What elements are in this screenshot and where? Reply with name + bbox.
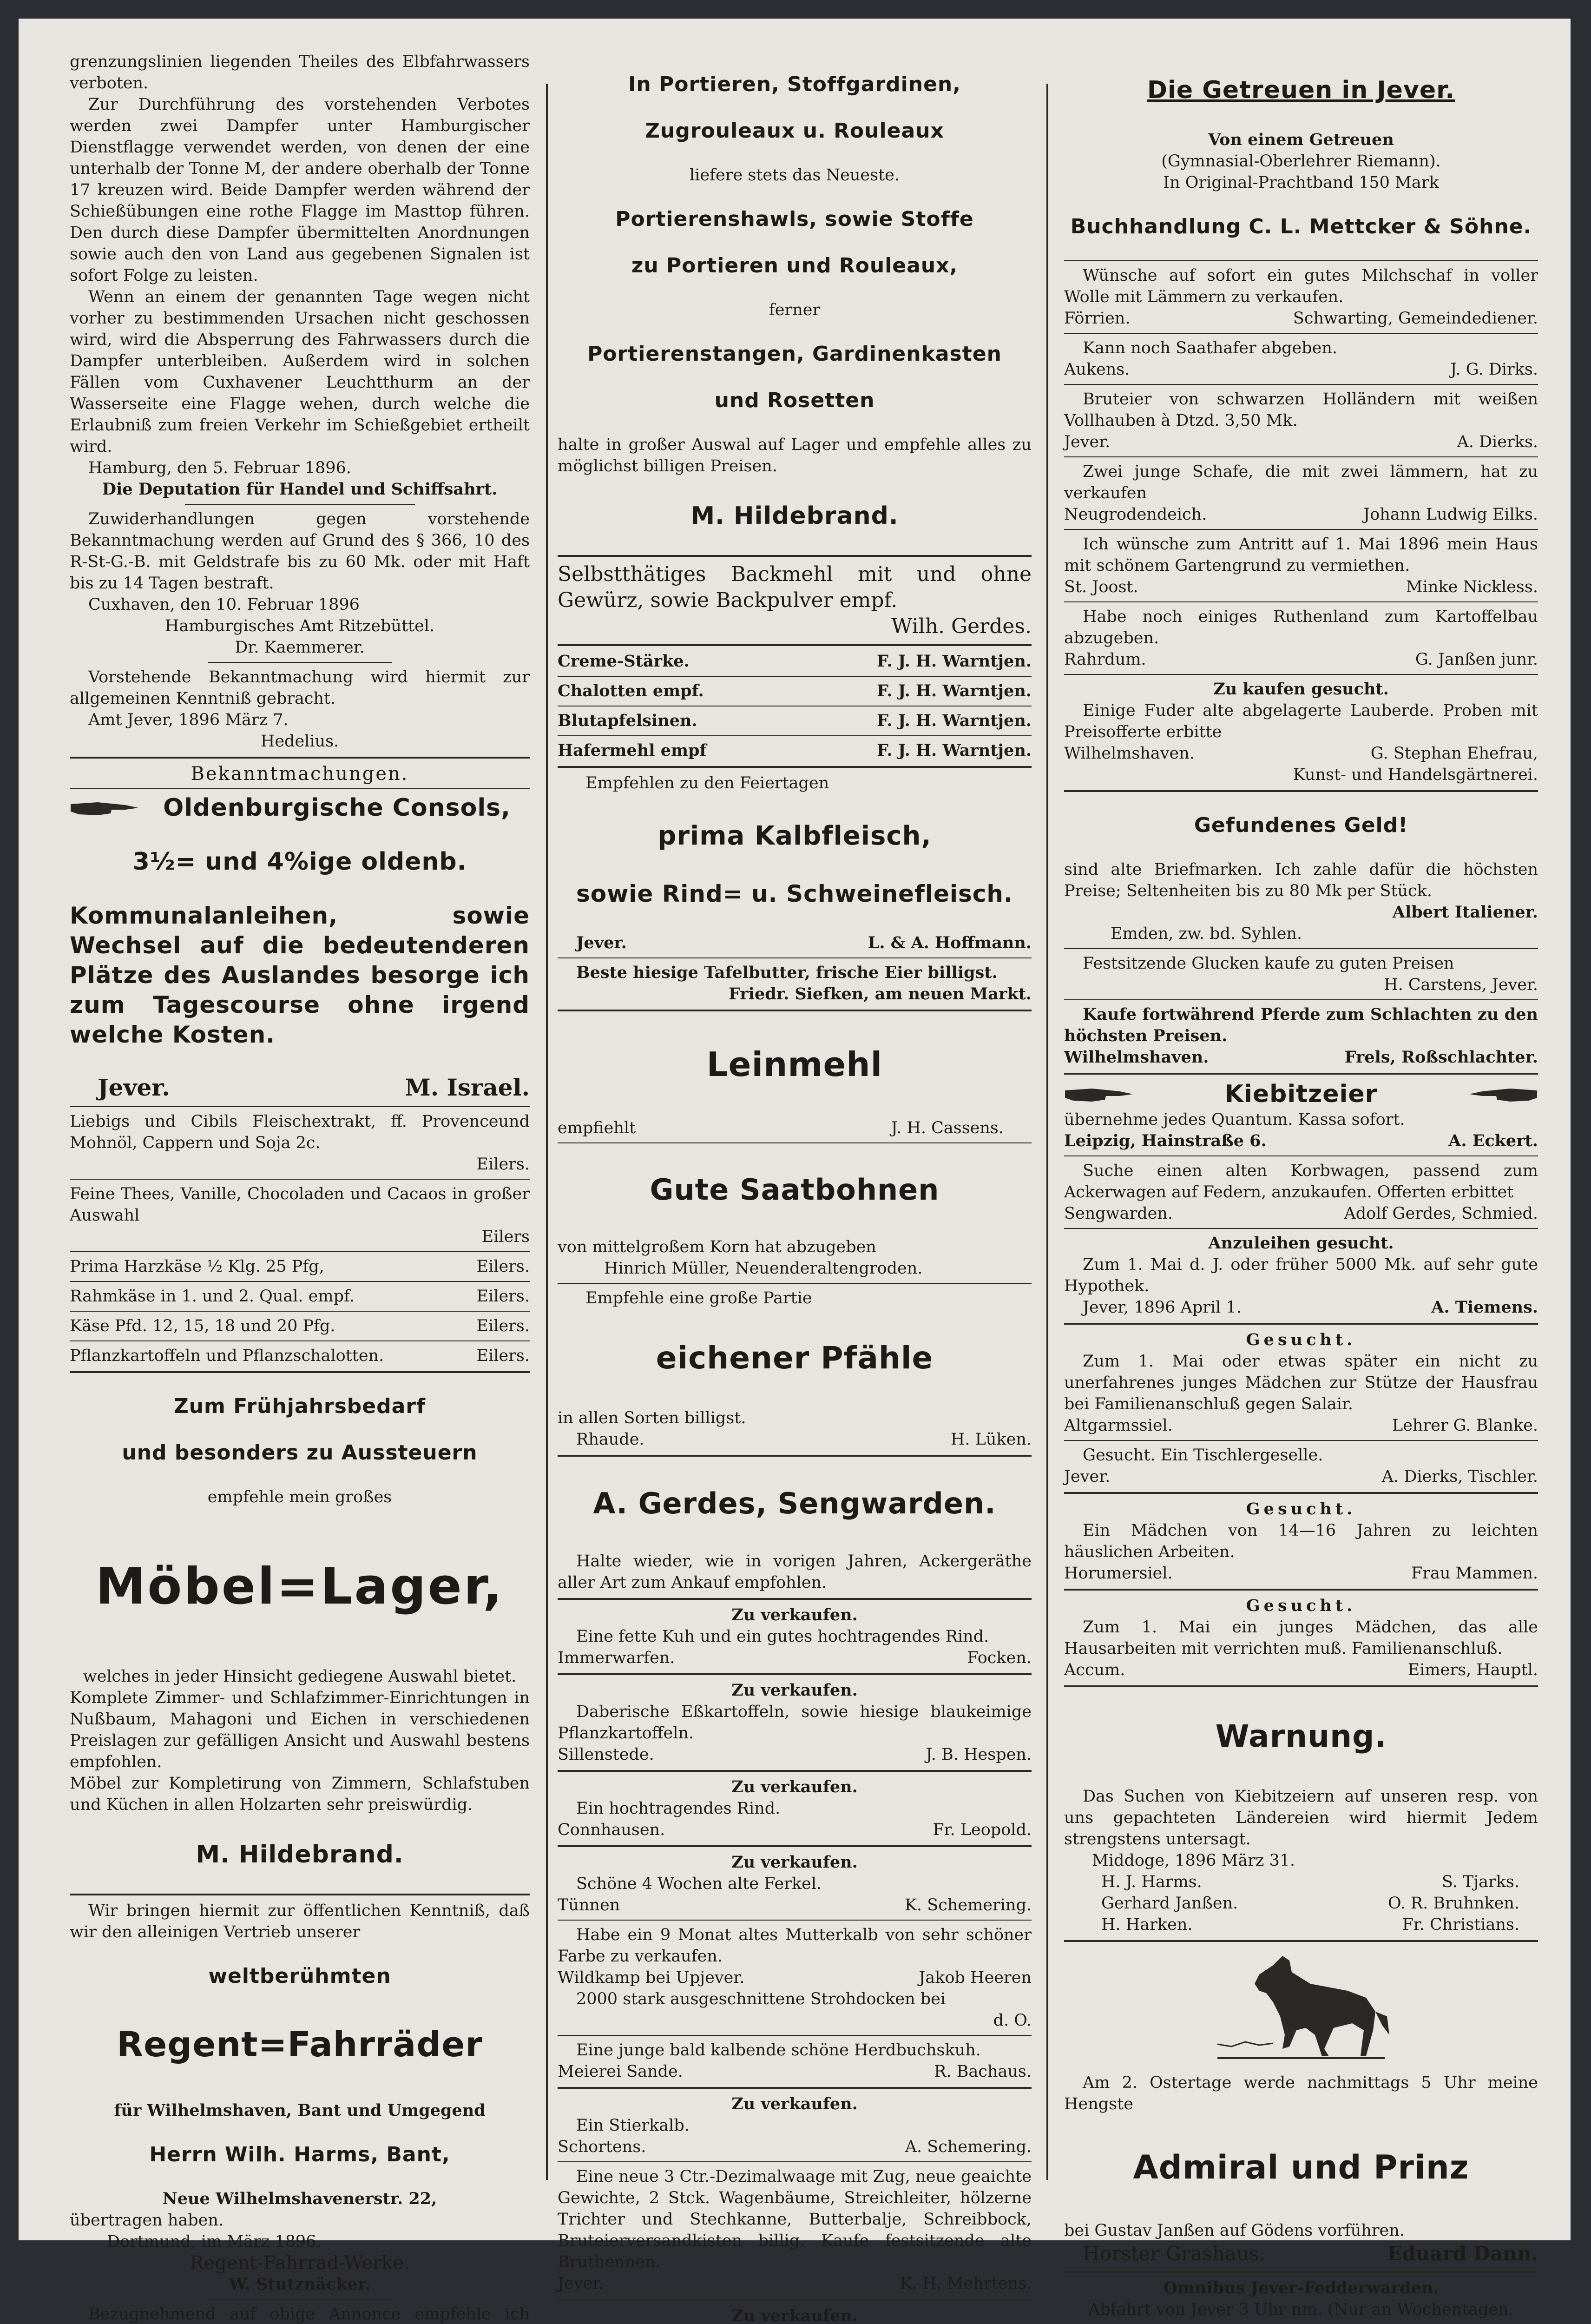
ad-signature: F. J. H. Warntjen.	[877, 652, 1032, 671]
ad-place: Meierei Sande.	[558, 2062, 683, 2081]
section-heading: Zu verkaufen.	[731, 1777, 858, 1796]
column-left	[70, 51, 530, 2324]
ad-signature: Kunst- und Handelsgärtnerei.	[1293, 766, 1538, 784]
column-middle	[558, 51, 1032, 2324]
ad-signature: Wilh. Gerdes.	[891, 614, 1032, 638]
ad-place: Horster Grashaus.	[1083, 2242, 1265, 2265]
ad-text: Bruteier von schwarzen Holländern mit weißen Vollhauben à Dtzd. 3,50 Mk.	[1064, 390, 1538, 430]
ad-headline: Zum Frühjahrsbedarf	[173, 1394, 426, 1418]
ad-signature: Gerhard Janßen.	[1101, 1894, 1238, 1913]
ad-signature: Fr. Christians.	[1402, 1915, 1519, 1934]
ad-text: Kann noch Saathafer abgeben.	[1083, 339, 1337, 357]
ad-text: ferner	[769, 301, 821, 319]
ad-text: Creme-Stärke.	[558, 652, 690, 671]
ad-text: Selbstthätiges Backmehl mit und ohne Gewürz, sowie Backpulver empf.	[558, 562, 1032, 612]
ad-text: Festsitzende Glucken kaufe zu guten Preisen	[1083, 954, 1454, 973]
ad-signature: Eilers.	[476, 1155, 530, 1174]
ad-signature: Hinrich Müller, Neuenderaltengroden.	[604, 1259, 923, 1278]
ad-text: In Original-Prachtband 150 Mark	[1163, 173, 1439, 192]
notice-text: Zur Durchführung des vorstehenden Verbotes werden zwei Dampfer unter Hamburgischer Dienstflagge verwendet werden, von denen der eine unterhalb der Tonne M, der andere oberhalb der Tonne 17 kreuzen wird. Beide Dampfer werden während der Schießübungen eine rothe Flagge im Masttop führen. Den durch diese Dampfer übermittelten Anordnungen sowie auch den von Land aus gegebenen Signalen ist sofort Folge zu leisten.	[70, 95, 530, 285]
ad-place: Horumersiel.	[1064, 1564, 1173, 1583]
ad-signature: K. H. Mehrtens.	[900, 2274, 1032, 2293]
ad-signature: L. & A. Hoffmann.	[868, 933, 1032, 952]
ad-signature: J. B. Hespen.	[926, 1745, 1032, 1764]
ad-date: Dortmund, im März 1896.	[107, 2232, 322, 2251]
ad-signature: K. Schemering.	[904, 1896, 1032, 1915]
pointing-hand-icon	[1064, 1084, 1134, 1104]
ad-text: Rahmkäse in 1. und 2. Qual. empf.	[70, 1287, 355, 1306]
ad-signature: Albert Italiener.	[1392, 903, 1538, 922]
ad-signature: J. G. Dirks.	[1450, 360, 1538, 379]
ad-text: Prima Harzkäse ½ Klg. 25 Pfg,	[70, 1257, 324, 1276]
ad-signature: Eimers, Hauptl.	[1407, 1661, 1538, 1679]
ad-text: für Wilhelmshaven, Bant und Umgegend	[114, 2101, 486, 2120]
ad-signature: A. Dierks.	[1457, 433, 1538, 451]
notice-signature: Dr. Kaemmerer.	[235, 638, 365, 657]
ad-place: Jever.	[1064, 1467, 1111, 1486]
ad-text: Eine neue 3 Ctr.-Dezimalwaage mit Zug, neue geaichte Gewichte, 2 Stck. Wagenbäume, Streichleiter, hölzerne Trichter und Stechkanne, Butterbalje, Schreibbock, Bruteierversandkisten billig. Kaufe festsitzende alte Bruthennen.	[558, 2167, 1032, 2271]
ad-text: Neue Wilhelmshavenerstr. 22,	[162, 2189, 437, 2208]
ad-text: Kommunalanleihen, sowie Wechsel auf die bedeutenderen Plätze des Auslandes besorge ich zum Tagescourse ohne irgend welche Kosten.	[70, 902, 530, 1048]
ad-place: St. Joost.	[1064, 578, 1138, 596]
ad-place: Sillenstede.	[558, 1745, 654, 1764]
ad-text: übernehme jedes Quantum. Kassa sofort.	[1064, 1110, 1405, 1129]
section-heading: Zu verkaufen.	[731, 1853, 858, 1872]
ad-signature: Minke Nickless.	[1406, 578, 1538, 596]
ad-title: Regent=Fahrräder	[117, 2025, 483, 2065]
ad-text: Kaufe fortwährend Pferde zum Schlachten zu den höchsten Preisen.	[1064, 1005, 1538, 1045]
ad-text: Komplete Zimmer- und Schlafzimmer-Einrichtungen in Nußbaum, Mahagoni und Eichen in verschiedenen Preislagen zur gefälligen Ansicht und Auswahl bestens empfohlen.	[70, 1689, 530, 1771]
ad-text: Feine Thees, Vanille, Chocoladen und Cacaos in großer Auswahl	[70, 1185, 530, 1225]
ad-headline: In Portieren, Stoffgardinen,	[628, 73, 961, 96]
ad-text: übertragen haben.	[70, 2211, 224, 2230]
ad-headline: Portierenstangen, Gardinenkasten	[587, 342, 1002, 366]
section-heading: Zu kaufen gesucht.	[1213, 680, 1389, 699]
ad-signature: Regent-Fahrrad-Werke.	[190, 2252, 410, 2274]
ad-title: Warnung.	[1215, 1718, 1387, 1754]
ad-signature: Focken.	[967, 1649, 1032, 1667]
ad-title: eichener Pfähle	[656, 1340, 934, 1376]
ad-signature: d. O.	[993, 2011, 1032, 2030]
notice-text: grenzungslinien liegenden Theiles des Elbfahrwassers verboten.	[70, 53, 530, 92]
ad-text: Käse Pfd. 12, 15, 18 und 20 Pfg.	[70, 1317, 335, 1335]
ad-text: empfiehlt	[558, 1119, 636, 1137]
ad-text: bei Gustav Janßen auf Gödens vorführen.	[1064, 2221, 1405, 2240]
ad-text: sind alte Briefmarken. Ich zahle dafür die höchsten Preise; Seltenheiten bis zu 80 Mk per Stück.	[1064, 860, 1538, 900]
ad-text: (Gymnasial-Oberlehrer Riemann).	[1161, 152, 1441, 171]
ad-place: Jever.	[1064, 433, 1111, 451]
horse-illustration	[1203, 1947, 1399, 2067]
column-rule	[1046, 84, 1048, 2180]
ad-place: Leipzig, Hainstraße 6.	[1064, 1131, 1267, 1150]
ad-headline: Herrn Wilh. Harms, Bant,	[149, 2143, 450, 2166]
ad-signature: F. J. H. Warntjen.	[877, 711, 1032, 730]
ad-headline: und Rosetten	[714, 389, 875, 412]
ad-signature: Fr. Leopold.	[933, 1821, 1032, 1839]
section-heading: Anzuleihen gesucht.	[1208, 1234, 1394, 1253]
ad-text: Halte wieder, wie in vorigen Jahren, Ackergeräthe aller Art zum Ankauf empfohlen.	[558, 1552, 1032, 1592]
ad-signature: A. Dierks, Tischler.	[1381, 1467, 1538, 1486]
ad-place: Jever, 1896 April 1.	[1083, 1298, 1242, 1317]
ad-text: Eine junge bald kalbende schöne Herdbuchskuh.	[576, 2041, 981, 2060]
ad-text: Blutapfelsinen.	[558, 711, 697, 730]
section-heading: Zu verkaufen.	[731, 2094, 858, 2113]
pointing-hand-icon	[1468, 1084, 1538, 1104]
ad-place: Sengwarden.	[1064, 1204, 1173, 1223]
ad-place: Jever.	[576, 933, 627, 952]
notice-text: Zuwiderhandlungen gegen vorstehende Bekanntmachung werden auf Grund des § 366, 10 des R-St-G.-B. mit Geldstrafe bis zu 60 Mk. oder mit Haft bis zu 14 Tagen bestraft.	[70, 510, 530, 593]
ad-signature: Jakob Heeren	[919, 1968, 1032, 1987]
ad-signature: A. Schemering.	[905, 2138, 1032, 2156]
ad-text: Einige Fuder alte abgelagerte Lauberde. Proben mit Preisofferte erbitte	[1064, 701, 1538, 741]
notice-signature: Hedelius.	[260, 732, 339, 751]
ad-headline: weltberühmten	[208, 1964, 391, 1988]
ad-place: Neugrodendeich.	[1064, 505, 1207, 524]
ad-signature: Johann Ludwig Eilks.	[1363, 505, 1538, 524]
ad-text: Ein hochtragendes Rind.	[576, 1799, 781, 1818]
ad-signature: H. Lüken.	[950, 1430, 1032, 1449]
ad-text: Liebigs und Cibils Fleischextrakt, ff. Provenceund Mohnöl, Cappern und Soja 2c.	[70, 1112, 530, 1152]
ad-signature: M. Hildebrand.	[196, 1841, 404, 1868]
ad-place: Rhaude.	[576, 1430, 644, 1449]
ad-text: 2000 stark ausgeschnittene Strohdocken bei	[576, 1990, 946, 2008]
ad-text: Habe noch einiges Ruthenland zum Kartoffelbau abzugeben.	[1064, 607, 1538, 647]
section-heading: Gesucht.	[1246, 1499, 1356, 1519]
ad-headline: Zugrouleaux u. Rouleaux	[645, 119, 944, 143]
ad-headline: 3½= und 4%ige oldenb.	[132, 848, 467, 876]
ad-headline: Portierenshawls, sowie Stoffe	[615, 207, 974, 231]
pointing-hand-icon	[70, 798, 139, 818]
ad-text: Chalotten empf.	[558, 681, 704, 700]
ad-signature: J. H. Cassens.	[891, 1119, 1004, 1137]
ad-place: Accum.	[1064, 1661, 1125, 1679]
ad-text: Zum 1. Mai ein junges Mädchen, das alle Hausarbeiten mit verrichten muß. Familienanschluß.	[1064, 1618, 1538, 1658]
notice-text: Vorstehende Bekanntmachung wird hiermit zur allgemeinen Kenntniß gebracht.	[70, 668, 530, 708]
ad-text: Gesucht. Ein Tischlergeselle.	[1083, 1446, 1323, 1465]
ad-signature: Frels, Roßschlachter.	[1344, 1048, 1538, 1067]
ad-text: von mittelgroßem Korn hat abzugeben	[558, 1238, 876, 1256]
ad-signature: F. J. H. Warntjen.	[877, 741, 1032, 760]
ad-text: Empfehle eine große Partie	[585, 1289, 812, 1307]
ad-signature: M. Israel.	[405, 1074, 530, 1101]
ad-title: A. Gerdes, Sengwarden.	[593, 1486, 996, 1520]
ad-signature: Frau Mammen.	[1411, 1564, 1538, 1583]
ad-text: empfehle mein großes	[207, 1488, 392, 1506]
ad-text: halte in großer Auswal auf Lager und empfehle alles zu möglichst billigen Preisen.	[558, 436, 1032, 475]
ad-text: Zwei junge Schafe, die mit zwei lämmern, hat zu verkaufen	[1064, 462, 1538, 502]
newspaper-page	[19, 19, 1571, 2324]
ad-signature: W. Stutznäcker.	[229, 2275, 371, 2294]
ad-signature: Buchhandlung C. L. Mettcker & Söhne.	[1070, 215, 1532, 238]
ad-signature: F. J. H. Warntjen.	[877, 681, 1032, 700]
ad-title: Leinmehl	[706, 1045, 883, 1084]
ad-text: Habe ein 9 Monat altes Mutterkalb von sehr schöner Farbe zu verkaufen.	[558, 1926, 1032, 1966]
ad-text: Eine fette Kuh und ein gutes hochtragendes Rind.	[576, 1627, 989, 1646]
ad-signature: G. Stephan Ehefrau,	[1370, 744, 1538, 763]
ad-place: Förrien.	[1064, 309, 1131, 328]
ad-text: in allen Sorten billigst.	[558, 1409, 746, 1427]
ad-text: Abfahrt von Jever 3 Uhr nm. (Nur an Wochentagen.	[1088, 2300, 1514, 2319]
ad-signature: H. J. Harms.	[1101, 1873, 1202, 1891]
ad-signature: S. Tjarks.	[1441, 1873, 1519, 1891]
section-heading: Gesucht.	[1246, 1330, 1356, 1349]
ad-text: Zum 1. Mai oder etwas später ein nicht zu unerfahrenes junges Mädchen zur Stütze der Hausfrau bei Familienanschluß gegen Salair.	[1064, 1352, 1538, 1413]
ad-text: Ein Stierkalb.	[576, 2116, 690, 2135]
ad-headline: sowie Rind= u. Schweinefleisch.	[576, 880, 1013, 907]
ad-text: Empfehlen zu den Feiertagen	[585, 774, 829, 792]
ad-signature: O. R. Bruhnken.	[1387, 1894, 1519, 1913]
ad-place: Schortens.	[558, 2138, 646, 2156]
ad-place: Wilhelmshaven.	[1064, 744, 1195, 763]
ad-place: Jever.	[558, 2274, 604, 2293]
ad-signature: Eduard Dann.	[1387, 2242, 1538, 2265]
ad-text: Schöne 4 Wochen alte Ferkel.	[576, 1875, 822, 1893]
ad-place: Wildkamp bei Upjever.	[558, 1968, 745, 1987]
ad-text: Suche einen alten Korbwagen, passend zum Ackerwagen auf Federn, anzukaufen. Offerten erbittet	[1064, 1162, 1538, 1202]
notice-date: Cuxhaven, den 10. Februar 1896	[88, 595, 360, 614]
section-heading: Zu verkaufen.	[731, 1681, 858, 1700]
column-rule	[546, 84, 548, 2180]
ad-headline: Oldenburgische Consols,	[163, 794, 511, 822]
ad-headline: zu Portieren und Rouleaux,	[631, 254, 958, 277]
ad-signature: A. Tiemens.	[1431, 1298, 1538, 1317]
ad-signature: A. Eckert.	[1448, 1131, 1538, 1150]
notice-date: Hamburg, den 5. Februar 1896.	[88, 459, 351, 477]
ad-text: welches in jeder Hinsicht gediegene Auswahl bietet.	[83, 1667, 517, 1686]
ad-signature: R. Bachaus.	[934, 2062, 1032, 2081]
ad-headline: und besonders zu Aussteuern	[122, 1441, 478, 1465]
ad-headline: Kiebitzeier	[1224, 1080, 1378, 1108]
ad-place: Emden, zw. bd. Syhlen.	[1111, 924, 1302, 943]
ad-text: Das Suchen von Kiebitzeiern auf unseren resp. von uns gepachteten Ländereien wird hiermit Jedem strengstens untersagt.	[1064, 1787, 1538, 1849]
notice-authority: Hamburgisches Amt Ritzebüttel.	[164, 617, 435, 635]
ad-place: Tünnen	[558, 1896, 620, 1915]
ad-headline: prima Kalbfleisch,	[657, 821, 932, 851]
section-heading: Gesucht.	[1246, 1596, 1356, 1615]
ad-text: Zum 1. Mai d. J. oder früher 5000 Mk. auf sehr gute Hypothek.	[1064, 1255, 1538, 1295]
ad-signature: Adolf Gerdes, Schmied.	[1344, 1204, 1538, 1223]
section-heading: Omnibus Jever-Fedderwarden.	[1163, 2278, 1439, 2298]
ad-place: Altgarmssiel.	[1064, 1416, 1173, 1435]
ad-text: Beste hiesige Tafelbutter, frische Eier billigst.	[576, 963, 998, 982]
ad-signature: Eilers	[481, 1228, 530, 1246]
ad-title: Admiral und Prinz	[1133, 2148, 1469, 2186]
ad-place: Immerwarfen.	[558, 1649, 675, 1667]
ad-text: Daberische Eßkartoffeln, sowie hiesige blaukeimige Pflanzkartoffeln.	[558, 1703, 1032, 1743]
ad-text: Von einem Getreuen	[1208, 130, 1394, 149]
ad-text: Pflanzkartoffeln und Pflanzschalotten.	[70, 1347, 384, 1365]
ad-text: Wünsche auf sofort ein gutes Milchschaf in voller Wolle mit Lämmern zu verkaufen.	[1064, 266, 1538, 306]
ad-signature: Schwarting, Gemeindediener.	[1293, 309, 1538, 328]
ad-title: Gute Saatbohnen	[650, 1173, 940, 1207]
ad-text: liefere stets das Neueste.	[689, 166, 900, 185]
ad-place: Wilhelmshaven.	[1064, 1048, 1209, 1067]
ad-signature: H. Carstens, Jever.	[1384, 976, 1538, 994]
ad-place: Aukens.	[1064, 360, 1130, 379]
ad-title: Möbel=Lager,	[95, 1558, 504, 1616]
ad-signature: Friedr. Siefken, am neuen Markt.	[729, 984, 1032, 1004]
notice-text: Wenn an einem der genannten Tage wegen nicht vorher zu bestimmenden Ursachen nicht geschossen wird, wird die Absperrung des Fahrwassers durch die Dampfer unterbleiben. Außerdem wird in solchen Fällen vom Cuxhavener Leuchtthurm an der Wasserseite eine Flagge wehen, durch welche die Erlaubniß zum freien Verkehr im Schießgebiet ertheilt wird.	[70, 288, 530, 456]
section-heading: Zu verkaufen.	[731, 2306, 858, 2324]
ad-signature: G. Janßen junr.	[1415, 650, 1538, 669]
ad-title: Die Getreuen in Jever.	[1147, 76, 1455, 104]
column-right	[1064, 51, 1538, 2319]
ad-place: Jever.	[98, 1074, 170, 1101]
ad-text: Möbel zur Kompletirung von Zimmern, Schlafstuben und Küchen in allen Holzarten sehr preiswürdig.	[70, 1774, 530, 1814]
ad-signature: Eilers.	[476, 1317, 530, 1335]
ad-text: Wir bringen hiermit zur öffentlichen Kenntniß, daß wir den alleinigen Vertrieb unserer	[70, 1901, 530, 1941]
ad-signature: H. Harken.	[1101, 1915, 1193, 1934]
ad-place: Rahrdum.	[1064, 650, 1146, 669]
ad-signature: M. Hildebrand.	[690, 502, 899, 530]
ad-date: Middoge, 1896 März 31.	[1092, 1851, 1295, 1870]
ad-signature: Eilers.	[476, 1347, 530, 1365]
ad-text: Am 2. Ostertage werde nachmittags 5 Uhr meine Hengste	[1064, 2073, 1538, 2113]
notice-signature: Die Deputation für Handel und Schiffsahrt.	[102, 480, 498, 499]
ad-signature: Lehrer G. Blanke.	[1392, 1416, 1538, 1435]
notice-date: Amt Jever, 1896 März 7.	[88, 711, 289, 729]
section-heading: Bekanntmachungen.	[191, 763, 409, 785]
ad-signature: Eilers.	[476, 1287, 530, 1306]
ad-text: Ich wünsche zum Antritt auf 1. Mai 1896 mein Haus mit schönem Gartengrund zu vermiethen.	[1064, 535, 1538, 575]
ad-text: Hafermehl empf	[558, 741, 707, 760]
section-heading: Zu verkaufen.	[731, 1605, 858, 1624]
ad-headline: Gefundenes Geld!	[1194, 813, 1408, 837]
ad-signature: Eilers.	[476, 1257, 530, 1276]
ad-text: Bezugnehmend auf obige Annonce empfehle ich	[88, 2305, 530, 2324]
ad-text: Ein Mädchen von 14—16 Jahren zu leichten häuslichen Arbeiten.	[1064, 1521, 1538, 1561]
ad-place: Connhausen.	[558, 1821, 665, 1839]
